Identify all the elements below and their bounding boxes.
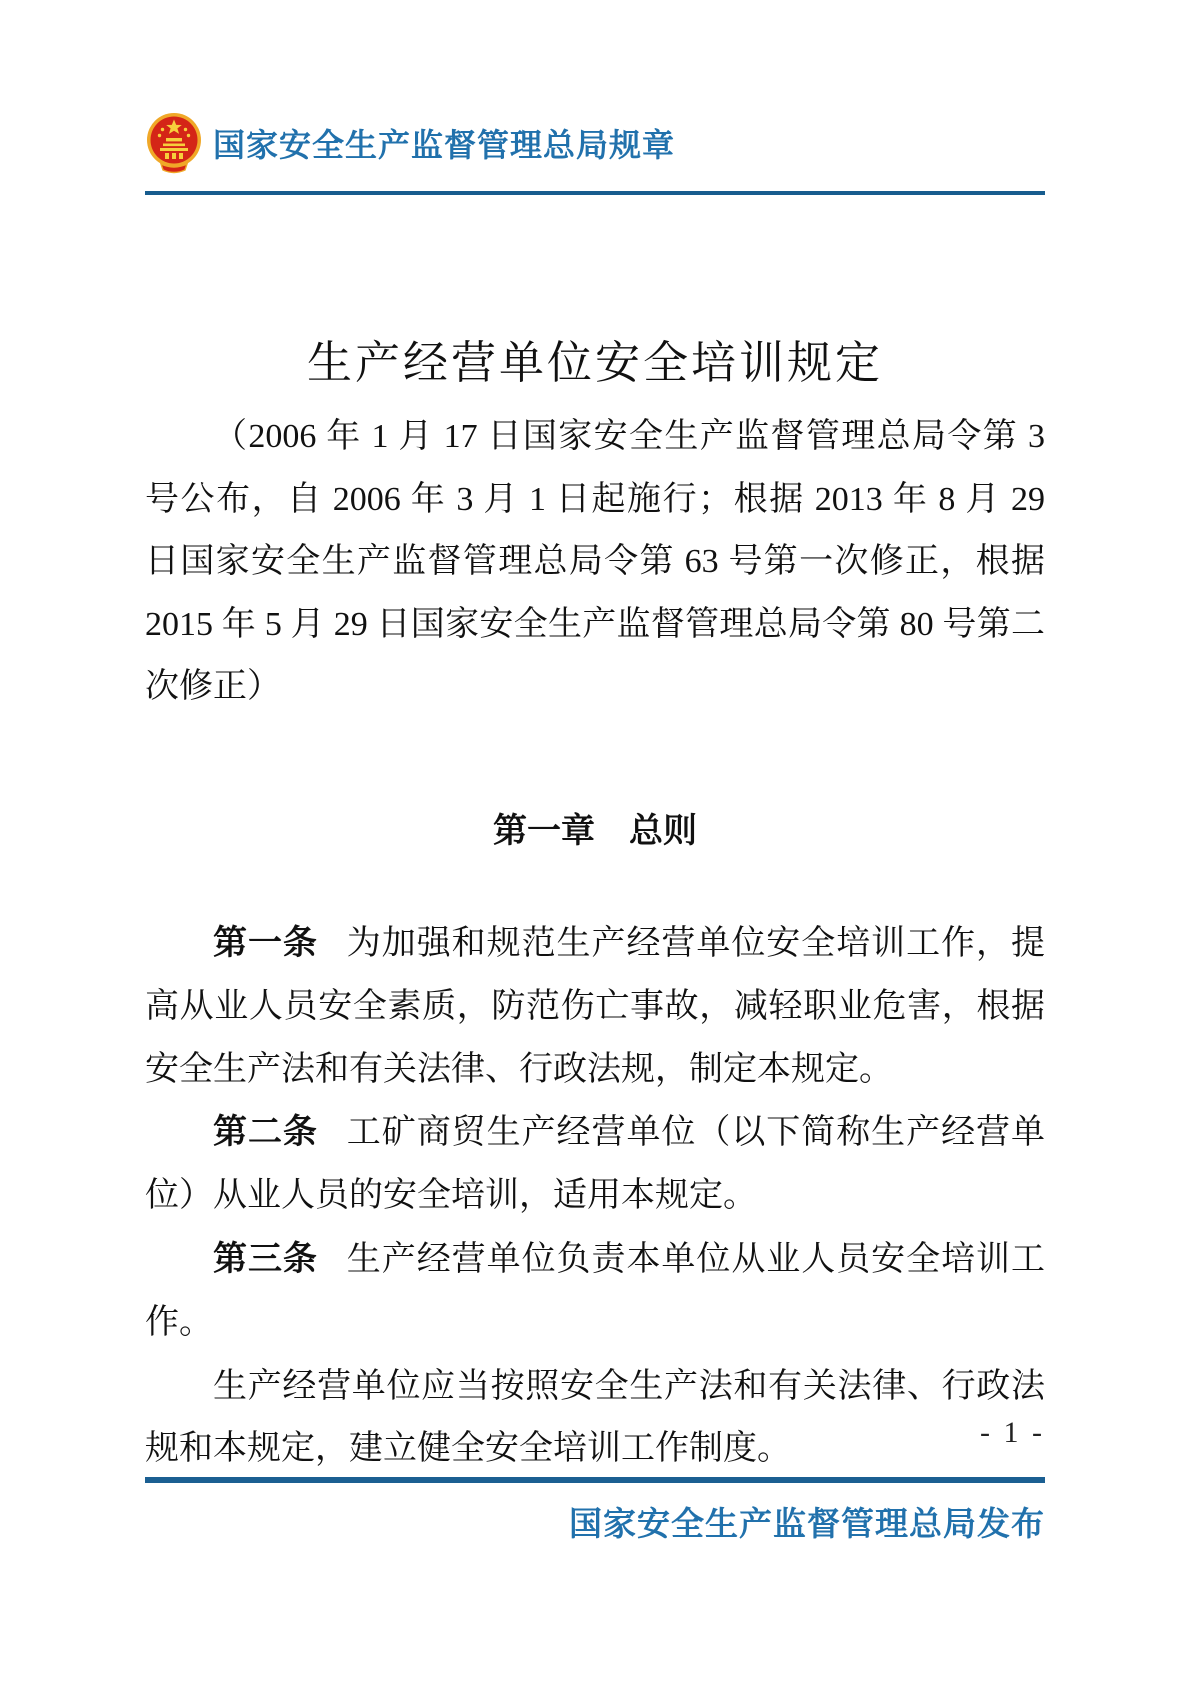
document-title: 生产经营单位安全培训规定 — [306, 338, 883, 388]
article-1-text: 为加强和规范生产经营单位安全培训工作，提高从业人员安全素质，防范伤亡事故，减轻职业危害，根据安全生产法和有关法律、行政法规，制定本规定。 — [145, 925, 1046, 1088]
article-paragraph-2 — [145, 1101, 1045, 1228]
article-paragraph-3 — [145, 1228, 1045, 1355]
article-body — [145, 912, 1045, 1481]
article-3-number: 第三条 — [213, 1239, 318, 1278]
chapter-heading: 第一章 总则 — [493, 812, 697, 850]
footer-rule — [145, 1477, 1045, 1483]
china-national-emblem-icon — [145, 112, 203, 174]
article-4-text: 生产经营单位应当按照安全生产法和有关法律、行政法规和本规定，建立健全安全培训工作制度。 — [145, 1367, 1045, 1468]
article-2-text: 工矿商贸生产经营单位（以下简称生产经营单位）从业人员的安全培训，适用本规定。 — [145, 1114, 1046, 1215]
header-rule — [145, 191, 1045, 195]
article-3-text: 生产经营单位负责本单位从业人员安全培训工作。 — [145, 1240, 1046, 1341]
article-paragraph-4 — [145, 1355, 1045, 1482]
article-1-number: 第一条 — [213, 924, 318, 962]
article-paragraph-1 — [145, 912, 1045, 1101]
article-2-number: 第二条 — [213, 1113, 318, 1152]
page-header — [145, 112, 1045, 174]
footer-publisher: 国家安全生产监督管理总局发布 — [569, 1507, 1045, 1543]
header-agency-label: 国家安全生产监督管理总局规章 — [213, 127, 676, 163]
document-preamble: （2006 年 1 月 17 日国家安全生产监督管理总局令第 3 号公布，自 2006 年 3 月 1 日起施行；根据 2013 年 8 月 29 日国家安全生产监督管理总局令第 63 号第一次修正，根据 2015 年 5 月 29 日国家安全生产监督管理总局令第 80 号第二次修正） — [145, 418, 1045, 705]
page-number: - 1 - — [980, 1416, 1045, 1449]
